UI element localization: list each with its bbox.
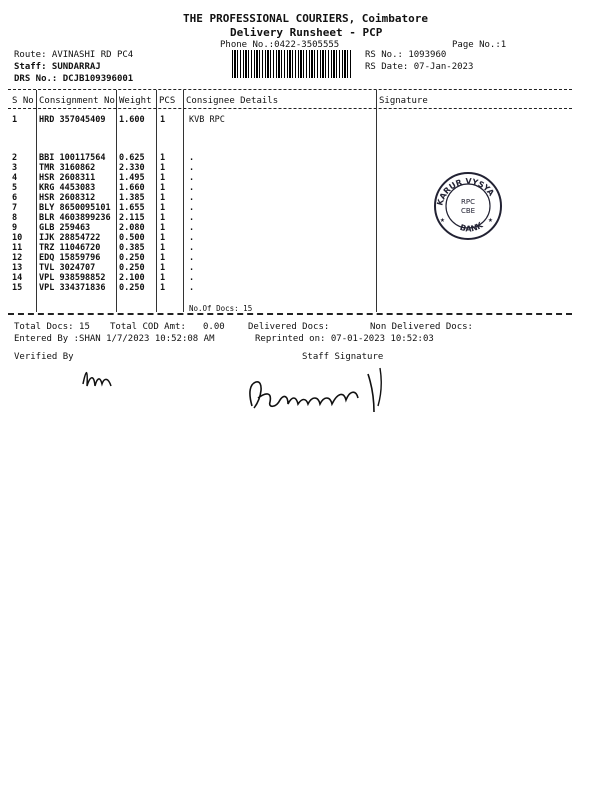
cell-weight: 1.660 (119, 183, 145, 193)
cell-consignee: . (189, 173, 195, 183)
stamp-text-cbe: CBE (460, 207, 476, 215)
col-sno: S No (12, 96, 34, 106)
cell-consignment: VPL 334371836 (39, 283, 106, 293)
vline-5 (376, 90, 377, 312)
cell-pcs: 1 (160, 203, 166, 213)
cell-consignment: BLY 8650095101 (39, 203, 111, 213)
col-consignee: Consignee Details (186, 96, 279, 106)
cell-consignee: . (189, 163, 195, 173)
total-docs: Total Docs: 15 (14, 322, 90, 332)
route-info: Route: AVINASHI RD PC4 (14, 50, 134, 60)
cell-consignee: . (189, 253, 195, 263)
cell-weight: 2.100 (119, 273, 145, 283)
cell-sno: 10 (12, 233, 23, 243)
cell-pcs: 1 (160, 173, 166, 183)
cell-sno: 6 (12, 193, 18, 203)
cell-weight: 1.655 (119, 203, 145, 213)
cell-weight: 0.625 (119, 153, 145, 163)
entered-by: Entered By :SHAN 1/7/2023 10:52:08 AM (14, 334, 215, 344)
cell-consignment: EDQ 15859796 (39, 253, 101, 263)
rs-number: RS No.: 1093960 (365, 50, 447, 60)
col-consignment: Consignment No (39, 96, 115, 106)
cell-sno: 8 (12, 213, 18, 223)
cell-pcs: 1 (160, 223, 166, 233)
bank-stamp (432, 170, 504, 242)
cell-pcs: 1 (160, 115, 166, 125)
cell-weight: 1.385 (119, 193, 145, 203)
delivered-docs: Delivered Docs: (248, 322, 330, 332)
cell-consignment: VPL 938598852 (39, 273, 106, 283)
cell-sno: 13 (12, 263, 23, 273)
reprinted-on: Reprinted on: 07-01-2023 10:52:03 (255, 334, 434, 344)
company-title: THE PROFESSIONAL COURIERS, Coimbatore (183, 12, 429, 25)
cell-weight: 1.495 (119, 173, 145, 183)
cell-consignment: BLR 4603899236 (39, 213, 111, 223)
cell-consignee: . (189, 233, 195, 243)
cell-consignment: BBI 100117564 (39, 153, 106, 163)
cell-pcs: 1 (160, 243, 166, 253)
no-of-docs: No.Of Docs: 15 (189, 304, 253, 313)
col-pcs: PCS (159, 96, 176, 106)
divider-bottom (8, 313, 572, 315)
cell-sno: 7 (12, 203, 18, 213)
drs-number: DRS No.: DCJB109396001 (14, 74, 134, 84)
cell-sno: 12 (12, 253, 23, 263)
cell-consignee: . (189, 153, 195, 163)
cell-consignee: . (189, 183, 195, 193)
cell-consignment: IJK 28854722 (39, 233, 101, 243)
stamp-text-bottom: BANK (458, 220, 485, 234)
cell-consignment: TVL 3024707 (39, 263, 96, 273)
cell-weight: 2.080 (119, 223, 145, 233)
total-cod-value: 0.00 (203, 322, 225, 332)
cell-consignment: HSR 2608311 (39, 173, 96, 183)
cell-sno: 2 (12, 153, 18, 163)
cell-sno: 4 (12, 173, 18, 183)
cell-consignment: HRD 357045409 (39, 115, 106, 125)
cell-consignment: GLB 259463 (39, 223, 91, 233)
cell-consignment: TRZ 11046720 (39, 243, 101, 253)
cell-consignment: HSR 2608312 (39, 193, 96, 203)
cell-consignee: KVB RPC (189, 115, 225, 125)
staff-signature (240, 362, 410, 420)
cell-weight: 0.250 (119, 263, 145, 273)
cell-consignee: . (189, 263, 195, 273)
vline-3 (156, 90, 157, 312)
runsheet-title: Delivery Runsheet - PCP (230, 26, 383, 39)
col-signature: Signature (379, 96, 428, 106)
vline-4 (183, 90, 184, 312)
verifier-signature (78, 364, 118, 392)
cell-weight: 0.250 (119, 253, 145, 263)
vline-2 (116, 90, 117, 312)
cell-pcs: 1 (160, 233, 166, 243)
cell-sno: 15 (12, 283, 23, 293)
cell-weight: 0.250 (119, 283, 145, 293)
cell-sno: 1 (12, 115, 18, 125)
cell-sno: 14 (12, 273, 23, 283)
cell-sno: 3 (12, 163, 18, 173)
cell-consignee: . (189, 283, 195, 293)
svg-text:★: ★ (440, 215, 445, 224)
cell-pcs: 1 (160, 263, 166, 273)
staff-info: Staff: SUNDARRAJ (14, 62, 101, 72)
barcode (232, 50, 352, 78)
divider-header (8, 108, 572, 109)
cell-pcs: 1 (160, 193, 166, 203)
cell-consignment: TMR 3160862 (39, 163, 96, 173)
cell-pcs: 1 (160, 153, 166, 163)
page-number: Page No.:1 (452, 40, 507, 50)
cell-consignee: . (189, 203, 195, 213)
cell-weight: 2.115 (119, 213, 145, 223)
divider-top (8, 89, 572, 90)
cell-consignment: KRG 4453083 (39, 183, 96, 193)
vline-1 (36, 90, 37, 312)
cell-consignee: . (189, 193, 195, 203)
total-cod-label: Total COD Amt: (110, 322, 186, 332)
col-weight: Weight (119, 96, 152, 106)
phone-number: Phone No.:0422-3505555 (220, 40, 340, 50)
staff-signature-label: Staff Signature (302, 352, 384, 362)
cell-pcs: 1 (160, 283, 166, 293)
cell-sno: 11 (12, 243, 23, 253)
cell-pcs: 1 (160, 213, 166, 223)
cell-weight: 0.385 (119, 243, 145, 253)
cell-weight: 2.330 (119, 163, 145, 173)
cell-consignee: . (189, 273, 195, 283)
cell-consignee: . (189, 223, 195, 233)
verified-by-label: Verified By (14, 352, 74, 362)
cell-consignee: . (189, 243, 195, 253)
cell-sno: 9 (12, 223, 18, 233)
cell-pcs: 1 (160, 183, 166, 193)
cell-weight: 1.600 (119, 115, 145, 125)
stamp-text-top: KARUR VYSYA (435, 176, 496, 207)
svg-text:★: ★ (488, 215, 493, 224)
cell-pcs: 1 (160, 253, 166, 263)
rs-date: RS Date: 07-Jan-2023 (365, 62, 474, 72)
cell-pcs: 1 (160, 163, 166, 173)
cell-pcs: 1 (160, 273, 166, 283)
non-delivered-docs: Non Delivered Docs: (370, 322, 473, 332)
cell-weight: 0.500 (119, 233, 145, 243)
stamp-text-rpc: RPC (461, 198, 475, 206)
cell-sno: 5 (12, 183, 18, 193)
cell-consignee: . (189, 213, 195, 223)
